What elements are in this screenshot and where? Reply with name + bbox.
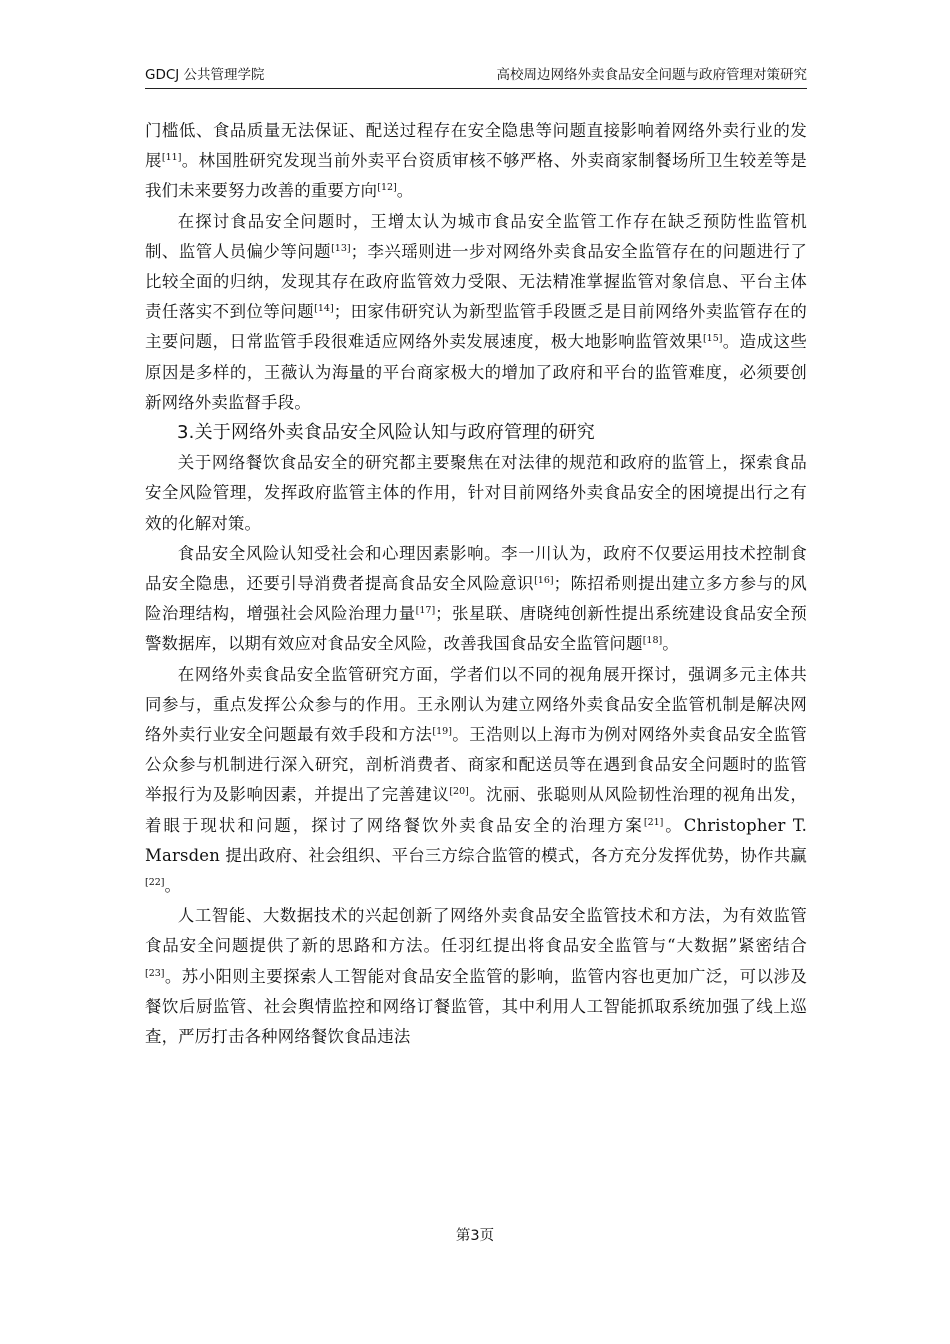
paragraph-text: 。苏小阳则主要探索人工智能对食品安全监管的影响，监管内容也更加广泛，可以涉及餐饮后厨监管、社会舆情监控和网络订餐监管，其中利用人工智能抓取系统加强了线上巡查，严厉打击各种网络餐饮食品违法 (145, 966, 807, 1047)
citation-ref: [19] (432, 726, 452, 738)
header-paper-title: 高校周边网络外卖食品安全问题与政府管理对策研究 (496, 67, 807, 83)
paragraph-text: 在网络外卖食品安全监管研究方面，学者们以不同的视角展开探讨，强调多元主体共同参与，重点发挥公众参与的作用。王永刚认为建立网络外卖食品安全监管机制是解决网络外卖行业安全问题最有效手段和方法 (145, 664, 807, 745)
citation-ref: [11] (161, 152, 182, 164)
paragraph-text: 在探讨食品安全问题时，王增太认为城市食品安全监管工作存在缺乏预防性监管机制、监管人员偏少等问题 (145, 211, 807, 261)
paragraph-text: 食品安全风险认知受社会和心理因素影响。李一川认为，政府不仅要运用技术控制食品安全隐患，还要引导消费者提高食品安全风险意识 (145, 543, 807, 594)
citation-ref: [15] (702, 333, 723, 345)
paragraph-text: 。 (164, 876, 182, 896)
body-paragraph (145, 660, 807, 902)
paragraph-text: 。沈丽、张聪则从风险韧性治理的视角出发，着眼于现状和问题，探讨了网络餐饮外卖食品安全的治理方案 (145, 785, 808, 835)
paragraph-text: 。Christopher T. Marsden 提出政府、社会组织、平台三方综合监管的模式，各方充分发挥优势，协作共赢 (145, 815, 807, 865)
paragraph-text: 门槛低、食品质量无法保证、配送过程存在安全隐患等问题直接影响着网络外卖行业的发展 (145, 121, 807, 171)
paragraph-text: 。王浩则以上海市为例对网络外卖食品安全监管公众参与机制进行深入研究，剖析消费者、商家和配送员等在遇到食品安全问题时的监管举报行为及影响因素，并提出了完善建议 (145, 725, 807, 805)
section-heading: 3.关于网络外卖食品安全风险认知与政府管理的研究 (177, 422, 595, 444)
citation-ref: [17] (415, 605, 436, 617)
paragraph-text: ；田家伟研究认为新型监管手段匮乏是目前网络外卖监管存在的主要问题，日常监管手段很难适应网络外卖发展速度，极大地影响监管效果 (145, 302, 808, 352)
running-header (145, 66, 807, 88)
body-text (145, 116, 807, 1052)
paragraph-text: ；张星联、唐晓纯创新性提出系统建设食品安全预警数据库，以期有效应对食品安全风险，改善我国食品安全监管问题 (145, 604, 807, 654)
paragraph-text: ；李兴瑶则进一步对网络外卖食品安全监管存在的问题进行了比较全面的归纳，发现其存在政府监管效力受限、无法精准掌握监管对象信息、平台主体责任落实不到位等问题 (145, 241, 807, 322)
citation-ref: [22] (145, 877, 165, 889)
paragraph-text: 人工智能、大数据技术的兴起创新了网络外卖食品安全监管技术和方法，为有效监管食品安全问题提供了新的思路和方法。任羽红提出将食品安全监管与“大数据”紧密结合 (145, 906, 807, 956)
page-number: 第3页 (455, 1228, 495, 1244)
body-paragraph (145, 448, 807, 539)
body-paragraph (145, 901, 807, 1052)
header-rule (145, 88, 807, 89)
citation-ref: [13] (331, 242, 351, 254)
citation-ref: [12] (377, 182, 397, 194)
citation-ref: [18] (642, 635, 663, 647)
paragraph-text: 关于网络餐饮食品安全的研究都主要聚焦在对法律的规范和政府的监管上，探索食品安全风险管理，发挥政府监管主体的作用，针对目前网络外卖食品安全的困境提出行之有效的化解对策。 (145, 453, 807, 533)
citation-ref: [16] (534, 575, 554, 587)
citation-ref: [23] (145, 967, 165, 979)
paragraph-text: 。造成这些原因是多样的，王薇认为海量的平台商家极大的增加了政府和平台的监管难度，必须要创新网络外卖监督手段。 (145, 332, 807, 412)
body-paragraph (145, 539, 807, 660)
citation-ref: [20] (449, 786, 469, 798)
paragraph-text: 。 (662, 634, 679, 654)
paragraph-text: ；陈招希则提出建立多方参与的风险治理结构，增强社会风险治理力量 (145, 574, 807, 624)
body-paragraph (145, 207, 807, 418)
paragraph-text: 。 (396, 181, 414, 201)
header-institution: GDCJ 公共管理学院 (145, 67, 265, 83)
citation-ref: [14] (314, 303, 334, 315)
paragraph-text: 。林国胜研究发现当前外卖平台资质审核不够严格、外卖商家制餐场所卫生较差等是我们未来要努力改善的重要方向 (145, 151, 808, 201)
citation-ref: [21] (643, 816, 664, 828)
body-paragraph (145, 116, 807, 207)
